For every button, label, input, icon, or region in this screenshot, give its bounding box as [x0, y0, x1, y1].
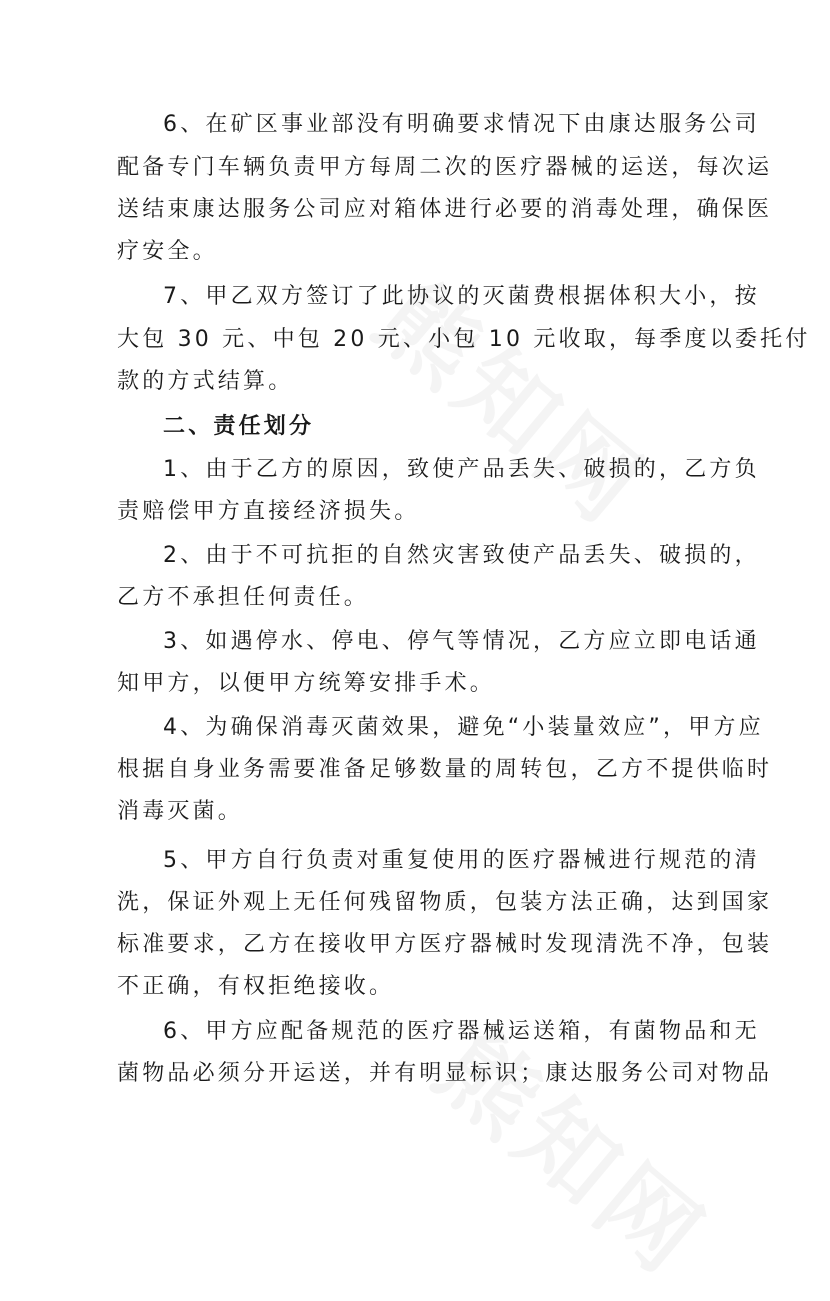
clause-5-line-2: 洗，保证外观上无任何残留物质，包装方法正确，达到国家 — [117, 890, 773, 915]
clause-4-line-2: 根据自身业务需要准备足够数量的周转包，乙方不提供临时 — [117, 757, 773, 782]
clause-2-line-2: 乙方不承担任何责任。 — [117, 585, 370, 610]
paragraph-6-line-3: 送结束康达服务公司应对箱体进行必要的消毒处理，确保医 — [117, 197, 773, 222]
clause-2-line-1: 2、由于不可抗拒的自然灾害致使产品丢失、破损的， — [163, 543, 760, 568]
clause-4-line-1: 4、为确保消毒灭菌效果，避免“小装量效应”，甲方应 — [163, 715, 764, 740]
paragraph-6-line-2: 配备专门车辆负责甲方每周二次的医疗器械的运送，每次运 — [117, 155, 773, 180]
clause-1-line-2: 责赔偿甲方直接经济损失。 — [117, 499, 420, 524]
clause-3-line-2: 知甲方，以便甲方统筹安排手术。 — [117, 671, 496, 696]
paragraph-7-line-2: 大包 30 元、中包 20 元、小包 10 元收取，每季度以委托付 — [117, 327, 811, 352]
clause-5-line-3: 标准要求，乙方在接收甲方医疗器械时发现清洗不净，包装 — [117, 932, 773, 957]
clause-6-line-1: 6、甲方应配备规范的医疗器械运送箱，有菌物品和无 — [163, 1019, 760, 1044]
clause-1-line-1: 1、由于乙方的原因，致使产品丢失、破损的，乙方负 — [163, 457, 760, 482]
paragraph-7-line-1: 7、甲乙双方签订了此协议的灭菌费根据体积大小，按 — [163, 284, 760, 309]
clause-5-line-4: 不正确，有权拒绝接收。 — [117, 974, 395, 999]
section-heading-responsibility: 二、责任划分 — [163, 414, 315, 439]
clause-3-line-1: 3、如遇停水、停电、停气等情况，乙方应立即电话通 — [163, 629, 760, 654]
clause-6-line-2: 菌物品必须分开运送，并有明显标识；康达服务公司对物品 — [117, 1061, 773, 1086]
clause-4-line-3: 消毒灭菌。 — [117, 799, 244, 824]
paragraph-7-line-3: 款的方式结算。 — [117, 369, 294, 394]
paragraph-6-line-4: 疗安全。 — [117, 239, 218, 264]
paragraph-6-line-1: 6、在矿区事业部没有明确要求情况下由康达服务公司 — [163, 112, 760, 137]
clause-5-line-1: 5、甲方自行负责对重复使用的医疗器械进行规范的清 — [163, 848, 760, 873]
